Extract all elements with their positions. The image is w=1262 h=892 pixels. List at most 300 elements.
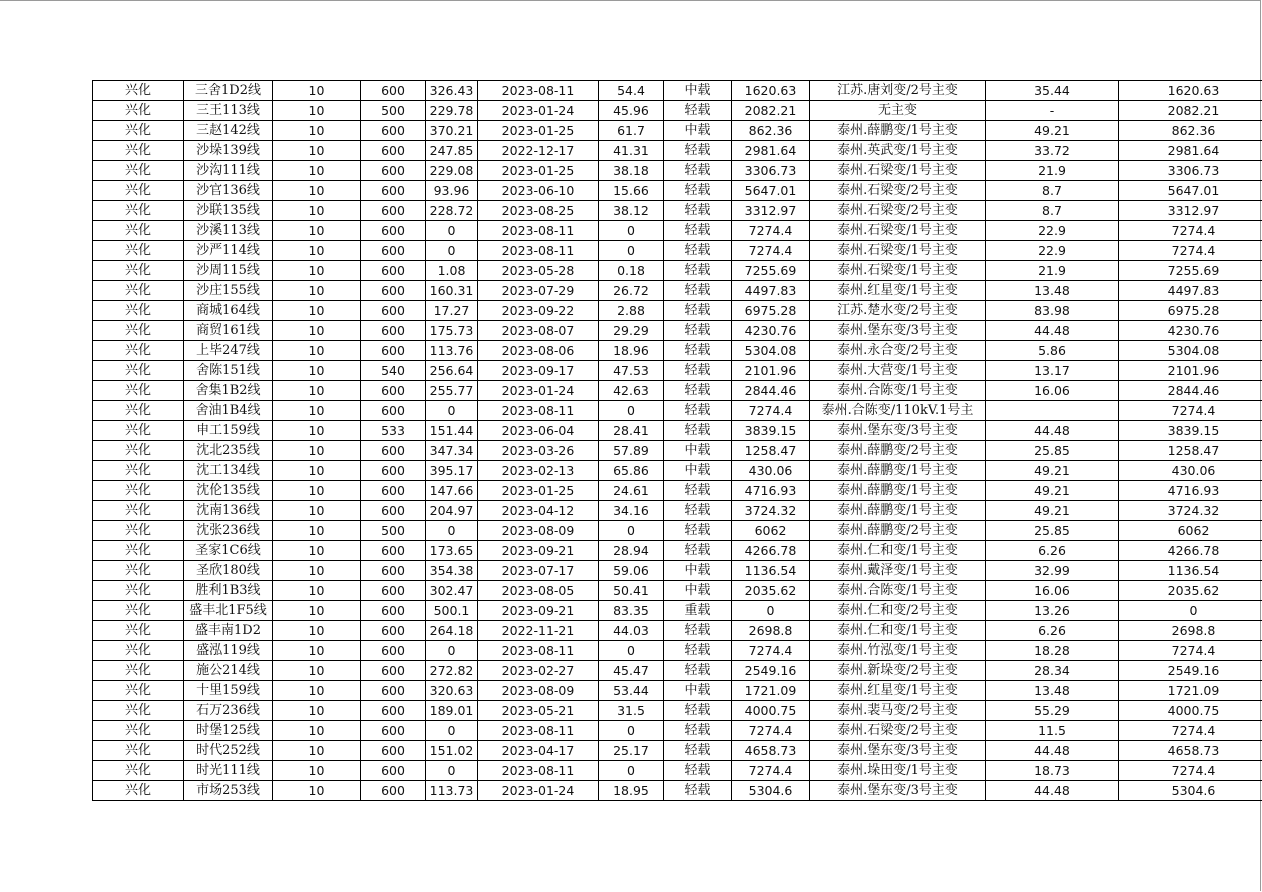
date-cell: 2023-08-11 bbox=[478, 761, 599, 781]
voltage-cell: 10 bbox=[273, 561, 361, 581]
table-row bbox=[93, 481, 1262, 501]
load-status-cell: 轻载 bbox=[664, 521, 732, 541]
date-cell: 2023-08-05 bbox=[478, 581, 599, 601]
region-cell: 兴化 bbox=[93, 681, 184, 701]
available-capacity-cell: 7274.4 bbox=[1119, 241, 1262, 261]
load-status-cell: 轻载 bbox=[664, 221, 732, 241]
transformer-cell: 泰州.合陈变/1号主变 bbox=[810, 581, 986, 601]
load-status-cell: 轻载 bbox=[664, 181, 732, 201]
load-cell: 147.66 bbox=[426, 481, 478, 501]
capacity-cell: 600 bbox=[361, 301, 426, 321]
load-rate-cell: 24.61 bbox=[599, 481, 664, 501]
available-capacity-cell: 4000.75 bbox=[1119, 701, 1262, 721]
available-capacity-cell: 7274.4 bbox=[1119, 401, 1262, 421]
date-cell: 2023-08-11 bbox=[478, 641, 599, 661]
available-capacity-cell: 3724.32 bbox=[1119, 501, 1262, 521]
capacity-cell: 600 bbox=[361, 541, 426, 561]
spare-capacity-cell: 7274.4 bbox=[732, 221, 810, 241]
line-name-cell: 三舍1D2线 bbox=[184, 81, 273, 101]
transformer-rate-cell: 13.48 bbox=[986, 681, 1119, 701]
capacity-cell: 600 bbox=[361, 161, 426, 181]
spare-capacity-cell: 5304.6 bbox=[732, 781, 810, 801]
line-name-cell: 时堡125线 bbox=[184, 721, 273, 741]
load-rate-cell: 42.63 bbox=[599, 381, 664, 401]
table-row bbox=[93, 761, 1262, 781]
load-cell: 0 bbox=[426, 521, 478, 541]
load-status-cell: 中载 bbox=[664, 681, 732, 701]
table-row bbox=[93, 301, 1262, 321]
load-cell: 113.73 bbox=[426, 781, 478, 801]
table-body bbox=[93, 81, 1262, 801]
line-name-cell: 上毕247线 bbox=[184, 341, 273, 361]
load-cell: 302.47 bbox=[426, 581, 478, 601]
region-cell: 兴化 bbox=[93, 101, 184, 121]
transformer-rate-cell: 5.86 bbox=[986, 341, 1119, 361]
voltage-cell: 10 bbox=[273, 521, 361, 541]
voltage-cell: 10 bbox=[273, 261, 361, 281]
available-capacity-cell: 1258.47 bbox=[1119, 441, 1262, 461]
line-name-cell: 石万236线 bbox=[184, 701, 273, 721]
voltage-cell: 10 bbox=[273, 81, 361, 101]
load-status-cell: 轻载 bbox=[664, 161, 732, 181]
date-cell: 2022-11-21 bbox=[478, 621, 599, 641]
voltage-cell: 10 bbox=[273, 221, 361, 241]
available-capacity-cell: 4266.78 bbox=[1119, 541, 1262, 561]
voltage-cell: 10 bbox=[273, 321, 361, 341]
transformer-rate-cell: 13.17 bbox=[986, 361, 1119, 381]
transformer-rate-cell: 13.26 bbox=[986, 601, 1119, 621]
transformer-cell: 泰州.石梁变/1号主变 bbox=[810, 261, 986, 281]
available-capacity-cell: 7274.4 bbox=[1119, 641, 1262, 661]
transformer-cell: 泰州.大营变/1号主变 bbox=[810, 361, 986, 381]
date-cell: 2023-09-17 bbox=[478, 361, 599, 381]
spare-capacity-cell: 7274.4 bbox=[732, 761, 810, 781]
load-rate-cell: 26.72 bbox=[599, 281, 664, 301]
voltage-cell: 10 bbox=[273, 201, 361, 221]
spare-capacity-cell: 0 bbox=[732, 601, 810, 621]
voltage-cell: 10 bbox=[273, 121, 361, 141]
table-row bbox=[93, 601, 1262, 621]
transformer-cell: 泰州.薛鹏变/1号主变 bbox=[810, 501, 986, 521]
date-cell: 2023-04-12 bbox=[478, 501, 599, 521]
capacity-cell: 600 bbox=[361, 381, 426, 401]
load-cell: 354.38 bbox=[426, 561, 478, 581]
line-name-cell: 沈工134线 bbox=[184, 461, 273, 481]
line-name-cell: 商城164线 bbox=[184, 301, 273, 321]
spare-capacity-cell: 1258.47 bbox=[732, 441, 810, 461]
load-rate-cell: 57.89 bbox=[599, 441, 664, 461]
load-cell: 113.76 bbox=[426, 341, 478, 361]
voltage-cell: 10 bbox=[273, 621, 361, 641]
transformer-cell: 泰州.红星变/1号主变 bbox=[810, 681, 986, 701]
voltage-cell: 10 bbox=[273, 141, 361, 161]
load-status-cell: 中载 bbox=[664, 81, 732, 101]
load-status-cell: 中载 bbox=[664, 441, 732, 461]
table-row bbox=[93, 681, 1262, 701]
capacity-cell: 600 bbox=[361, 221, 426, 241]
line-name-cell: 时代252线 bbox=[184, 741, 273, 761]
load-cell: 0 bbox=[426, 221, 478, 241]
load-cell: 256.64 bbox=[426, 361, 478, 381]
region-cell: 兴化 bbox=[93, 301, 184, 321]
region-cell: 兴化 bbox=[93, 381, 184, 401]
line-name-cell: 沙官136线 bbox=[184, 181, 273, 201]
transformer-cell: 泰州.垛田变/1号主变 bbox=[810, 761, 986, 781]
transformer-cell: 泰州.新垛变/2号主变 bbox=[810, 661, 986, 681]
load-rate-cell: 34.16 bbox=[599, 501, 664, 521]
line-name-cell: 十里159线 bbox=[184, 681, 273, 701]
region-cell: 兴化 bbox=[93, 161, 184, 181]
available-capacity-cell: 3306.73 bbox=[1119, 161, 1262, 181]
load-rate-cell: 83.35 bbox=[599, 601, 664, 621]
table-row bbox=[93, 641, 1262, 661]
table-row bbox=[93, 101, 1262, 121]
table-row bbox=[93, 281, 1262, 301]
voltage-cell: 10 bbox=[273, 481, 361, 501]
load-rate-cell: 41.31 bbox=[599, 141, 664, 161]
capacity-cell: 600 bbox=[361, 401, 426, 421]
load-rate-cell: 28.94 bbox=[599, 541, 664, 561]
line-name-cell: 三赵142线 bbox=[184, 121, 273, 141]
line-name-cell: 盛丰南1D2 bbox=[184, 621, 273, 641]
region-cell: 兴化 bbox=[93, 361, 184, 381]
available-capacity-cell: 2082.21 bbox=[1119, 101, 1262, 121]
spare-capacity-cell: 4266.78 bbox=[732, 541, 810, 561]
transformer-rate-cell: 21.9 bbox=[986, 261, 1119, 281]
spare-capacity-cell: 5647.01 bbox=[732, 181, 810, 201]
date-cell: 2023-01-25 bbox=[478, 161, 599, 181]
transformer-cell: 泰州.永合变/2号主变 bbox=[810, 341, 986, 361]
date-cell: 2023-05-21 bbox=[478, 701, 599, 721]
region-cell: 兴化 bbox=[93, 581, 184, 601]
capacity-cell: 600 bbox=[361, 201, 426, 221]
date-cell: 2023-08-09 bbox=[478, 681, 599, 701]
voltage-cell: 10 bbox=[273, 681, 361, 701]
transformer-cell: 泰州.合陈变/1号主变 bbox=[810, 381, 986, 401]
line-name-cell: 沈北235线 bbox=[184, 441, 273, 461]
table-row bbox=[93, 401, 1262, 421]
table-row bbox=[93, 581, 1262, 601]
load-cell: 175.73 bbox=[426, 321, 478, 341]
transformer-rate-cell: 28.34 bbox=[986, 661, 1119, 681]
load-rate-cell: 38.18 bbox=[599, 161, 664, 181]
load-rate-cell: 0 bbox=[599, 641, 664, 661]
load-rate-cell: 2.88 bbox=[599, 301, 664, 321]
date-cell: 2023-08-11 bbox=[478, 81, 599, 101]
transformer-rate-cell: 21.9 bbox=[986, 161, 1119, 181]
date-cell: 2023-07-29 bbox=[478, 281, 599, 301]
load-status-cell: 轻载 bbox=[664, 721, 732, 741]
load-cell: 264.18 bbox=[426, 621, 478, 641]
spare-capacity-cell: 6975.28 bbox=[732, 301, 810, 321]
transformer-rate-cell: 49.21 bbox=[986, 461, 1119, 481]
capacity-cell: 600 bbox=[361, 721, 426, 741]
table-row bbox=[93, 141, 1262, 161]
date-cell: 2023-01-25 bbox=[478, 481, 599, 501]
spare-capacity-cell: 4658.73 bbox=[732, 741, 810, 761]
transformer-rate-cell: 8.7 bbox=[986, 201, 1119, 221]
voltage-cell: 10 bbox=[273, 501, 361, 521]
available-capacity-cell: 2549.16 bbox=[1119, 661, 1262, 681]
capacity-cell: 500 bbox=[361, 521, 426, 541]
available-capacity-cell: 3312.97 bbox=[1119, 201, 1262, 221]
table-row bbox=[93, 521, 1262, 541]
line-name-cell: 圣家1C6线 bbox=[184, 541, 273, 561]
date-cell: 2023-05-28 bbox=[478, 261, 599, 281]
table-row bbox=[93, 461, 1262, 481]
transformer-cell: 泰州.堡东变/3号主变 bbox=[810, 781, 986, 801]
transformer-rate-cell: 33.72 bbox=[986, 141, 1119, 161]
table-row bbox=[93, 241, 1262, 261]
table-row bbox=[93, 661, 1262, 681]
table-row bbox=[93, 621, 1262, 641]
transformer-cell: 泰州.石梁变/2号主变 bbox=[810, 201, 986, 221]
region-cell: 兴化 bbox=[93, 121, 184, 141]
voltage-cell: 10 bbox=[273, 461, 361, 481]
load-cell: 151.02 bbox=[426, 741, 478, 761]
load-status-cell: 轻载 bbox=[664, 241, 732, 261]
available-capacity-cell: 5304.08 bbox=[1119, 341, 1262, 361]
capacity-cell: 600 bbox=[361, 501, 426, 521]
voltage-cell: 10 bbox=[273, 581, 361, 601]
region-cell: 兴化 bbox=[93, 521, 184, 541]
spare-capacity-cell: 2035.62 bbox=[732, 581, 810, 601]
transformer-rate-cell: 49.21 bbox=[986, 121, 1119, 141]
spare-capacity-cell: 4716.93 bbox=[732, 481, 810, 501]
load-cell: 204.97 bbox=[426, 501, 478, 521]
region-cell: 兴化 bbox=[93, 661, 184, 681]
voltage-cell: 10 bbox=[273, 721, 361, 741]
feeder-load-table bbox=[92, 80, 1262, 801]
transformer-cell: 泰州.戴泽变/1号主变 bbox=[810, 561, 986, 581]
table-row bbox=[93, 321, 1262, 341]
load-status-cell: 轻载 bbox=[664, 761, 732, 781]
load-status-cell: 轻载 bbox=[664, 201, 732, 221]
load-cell: 0 bbox=[426, 721, 478, 741]
spare-capacity-cell: 430.06 bbox=[732, 461, 810, 481]
line-name-cell: 施公214线 bbox=[184, 661, 273, 681]
spare-capacity-cell: 4230.76 bbox=[732, 321, 810, 341]
load-cell: 320.63 bbox=[426, 681, 478, 701]
date-cell: 2023-08-11 bbox=[478, 721, 599, 741]
capacity-cell: 600 bbox=[361, 641, 426, 661]
date-cell: 2023-07-17 bbox=[478, 561, 599, 581]
table-row bbox=[93, 741, 1262, 761]
voltage-cell: 10 bbox=[273, 661, 361, 681]
spare-capacity-cell: 7274.4 bbox=[732, 401, 810, 421]
line-name-cell: 舍油1B4线 bbox=[184, 401, 273, 421]
load-rate-cell: 18.96 bbox=[599, 341, 664, 361]
transformer-rate-cell bbox=[986, 401, 1119, 421]
region-cell: 兴化 bbox=[93, 81, 184, 101]
table-row bbox=[93, 121, 1262, 141]
voltage-cell: 10 bbox=[273, 341, 361, 361]
line-name-cell: 三王113线 bbox=[184, 101, 273, 121]
line-name-cell: 沈伦135线 bbox=[184, 481, 273, 501]
load-status-cell: 轻载 bbox=[664, 301, 732, 321]
date-cell: 2023-03-26 bbox=[478, 441, 599, 461]
date-cell: 2023-08-09 bbox=[478, 521, 599, 541]
voltage-cell: 10 bbox=[273, 281, 361, 301]
spare-capacity-cell: 7274.4 bbox=[732, 241, 810, 261]
capacity-cell: 600 bbox=[361, 661, 426, 681]
load-rate-cell: 0 bbox=[599, 221, 664, 241]
line-name-cell: 市场253线 bbox=[184, 781, 273, 801]
region-cell: 兴化 bbox=[93, 261, 184, 281]
load-rate-cell: 47.53 bbox=[599, 361, 664, 381]
line-name-cell: 沙庄155线 bbox=[184, 281, 273, 301]
voltage-cell: 10 bbox=[273, 161, 361, 181]
date-cell: 2023-09-21 bbox=[478, 601, 599, 621]
load-status-cell: 重载 bbox=[664, 601, 732, 621]
voltage-cell: 10 bbox=[273, 701, 361, 721]
load-cell: 347.34 bbox=[426, 441, 478, 461]
available-capacity-cell: 2101.96 bbox=[1119, 361, 1262, 381]
transformer-rate-cell: 49.21 bbox=[986, 481, 1119, 501]
date-cell: 2023-08-11 bbox=[478, 241, 599, 261]
capacity-cell: 600 bbox=[361, 121, 426, 141]
transformer-rate-cell: 11.5 bbox=[986, 721, 1119, 741]
spare-capacity-cell: 862.36 bbox=[732, 121, 810, 141]
region-cell: 兴化 bbox=[93, 281, 184, 301]
transformer-rate-cell: 32.99 bbox=[986, 561, 1119, 581]
load-rate-cell: 61.7 bbox=[599, 121, 664, 141]
spare-capacity-cell: 4497.83 bbox=[732, 281, 810, 301]
date-cell: 2023-02-13 bbox=[478, 461, 599, 481]
transformer-cell: 泰州.石梁变/1号主变 bbox=[810, 221, 986, 241]
available-capacity-cell: 6062 bbox=[1119, 521, 1262, 541]
capacity-cell: 600 bbox=[361, 481, 426, 501]
load-cell: 173.65 bbox=[426, 541, 478, 561]
table-row bbox=[93, 781, 1262, 801]
available-capacity-cell: 2698.8 bbox=[1119, 621, 1262, 641]
line-name-cell: 时光111线 bbox=[184, 761, 273, 781]
date-cell: 2023-06-10 bbox=[478, 181, 599, 201]
load-cell: 228.72 bbox=[426, 201, 478, 221]
transformer-cell: 泰州.合陈变/110kV.1号主 bbox=[810, 401, 986, 421]
region-cell: 兴化 bbox=[93, 741, 184, 761]
date-cell: 2023-08-06 bbox=[478, 341, 599, 361]
region-cell: 兴化 bbox=[93, 641, 184, 661]
table-row bbox=[93, 181, 1262, 201]
spare-capacity-cell: 1721.09 bbox=[732, 681, 810, 701]
capacity-cell: 533 bbox=[361, 421, 426, 441]
load-rate-cell: 0 bbox=[599, 761, 664, 781]
transformer-rate-cell: 44.48 bbox=[986, 781, 1119, 801]
transformer-cell: 江苏.唐刘变/2号主变 bbox=[810, 81, 986, 101]
table-row bbox=[93, 441, 1262, 461]
line-name-cell: 商贸161线 bbox=[184, 321, 273, 341]
spare-capacity-cell: 7274.4 bbox=[732, 641, 810, 661]
line-name-cell: 胜利1B3线 bbox=[184, 581, 273, 601]
region-cell: 兴化 bbox=[93, 441, 184, 461]
table-row bbox=[93, 501, 1262, 521]
available-capacity-cell: 862.36 bbox=[1119, 121, 1262, 141]
load-status-cell: 轻载 bbox=[664, 701, 732, 721]
spare-capacity-cell: 7274.4 bbox=[732, 721, 810, 741]
region-cell: 兴化 bbox=[93, 461, 184, 481]
line-name-cell: 沙沟111线 bbox=[184, 161, 273, 181]
transformer-cell: 泰州.薛鹏变/1号主变 bbox=[810, 461, 986, 481]
transformer-cell: 泰州.英武变/1号主变 bbox=[810, 141, 986, 161]
spare-capacity-cell: 2698.8 bbox=[732, 621, 810, 641]
spare-capacity-cell: 3312.97 bbox=[732, 201, 810, 221]
date-cell: 2023-09-21 bbox=[478, 541, 599, 561]
spare-capacity-cell: 7255.69 bbox=[732, 261, 810, 281]
date-cell: 2023-08-11 bbox=[478, 221, 599, 241]
table-row bbox=[93, 201, 1262, 221]
capacity-cell: 600 bbox=[361, 241, 426, 261]
available-capacity-cell: 4230.76 bbox=[1119, 321, 1262, 341]
transformer-rate-cell: 25.85 bbox=[986, 441, 1119, 461]
spare-capacity-cell: 2549.16 bbox=[732, 661, 810, 681]
available-capacity-cell: 3839.15 bbox=[1119, 421, 1262, 441]
available-capacity-cell: 2844.46 bbox=[1119, 381, 1262, 401]
transformer-cell: 泰州.薛鹏变/1号主变 bbox=[810, 481, 986, 501]
table-row bbox=[93, 341, 1262, 361]
transformer-cell: 泰州.石梁变/2号主变 bbox=[810, 181, 986, 201]
transformer-cell: 江苏.楚水变/2号主变 bbox=[810, 301, 986, 321]
available-capacity-cell: 4497.83 bbox=[1119, 281, 1262, 301]
available-capacity-cell: 4716.93 bbox=[1119, 481, 1262, 501]
region-cell: 兴化 bbox=[93, 421, 184, 441]
transformer-cell: 泰州.石梁变/1号主变 bbox=[810, 161, 986, 181]
transformer-cell: 泰州.竹泓变/1号主变 bbox=[810, 641, 986, 661]
load-status-cell: 轻载 bbox=[664, 341, 732, 361]
line-name-cell: 舍陈151线 bbox=[184, 361, 273, 381]
transformer-cell: 泰州.石梁变/1号主变 bbox=[810, 241, 986, 261]
transformer-rate-cell: 6.26 bbox=[986, 541, 1119, 561]
available-capacity-cell: 0 bbox=[1119, 601, 1262, 621]
table-row bbox=[93, 561, 1262, 581]
capacity-cell: 600 bbox=[361, 181, 426, 201]
line-name-cell: 圣欣180线 bbox=[184, 561, 273, 581]
voltage-cell: 10 bbox=[273, 601, 361, 621]
region-cell: 兴化 bbox=[93, 561, 184, 581]
available-capacity-cell: 1620.63 bbox=[1119, 81, 1262, 101]
spare-capacity-cell: 3724.32 bbox=[732, 501, 810, 521]
load-rate-cell: 29.29 bbox=[599, 321, 664, 341]
transformer-cell: 泰州.薛鹏变/2号主变 bbox=[810, 521, 986, 541]
capacity-cell: 600 bbox=[361, 621, 426, 641]
transformer-cell: 泰州.仁和变/1号主变 bbox=[810, 621, 986, 641]
voltage-cell: 10 bbox=[273, 761, 361, 781]
load-status-cell: 中载 bbox=[664, 121, 732, 141]
load-status-cell: 中载 bbox=[664, 561, 732, 581]
voltage-cell: 10 bbox=[273, 541, 361, 561]
voltage-cell: 10 bbox=[273, 401, 361, 421]
table-row bbox=[93, 81, 1262, 101]
load-status-cell: 轻载 bbox=[664, 481, 732, 501]
region-cell: 兴化 bbox=[93, 241, 184, 261]
spare-capacity-cell: 5304.08 bbox=[732, 341, 810, 361]
load-status-cell: 轻载 bbox=[664, 261, 732, 281]
load-rate-cell: 18.95 bbox=[599, 781, 664, 801]
load-cell: 370.21 bbox=[426, 121, 478, 141]
load-rate-cell: 53.44 bbox=[599, 681, 664, 701]
load-status-cell: 轻载 bbox=[664, 281, 732, 301]
load-cell: 229.78 bbox=[426, 101, 478, 121]
load-status-cell: 轻载 bbox=[664, 421, 732, 441]
capacity-cell: 600 bbox=[361, 441, 426, 461]
load-cell: 326.43 bbox=[426, 81, 478, 101]
table-row bbox=[93, 221, 1262, 241]
date-cell: 2023-08-07 bbox=[478, 321, 599, 341]
load-status-cell: 轻载 bbox=[664, 141, 732, 161]
date-cell: 2023-04-17 bbox=[478, 741, 599, 761]
load-rate-cell: 50.41 bbox=[599, 581, 664, 601]
transformer-cell: 无主变 bbox=[810, 101, 986, 121]
